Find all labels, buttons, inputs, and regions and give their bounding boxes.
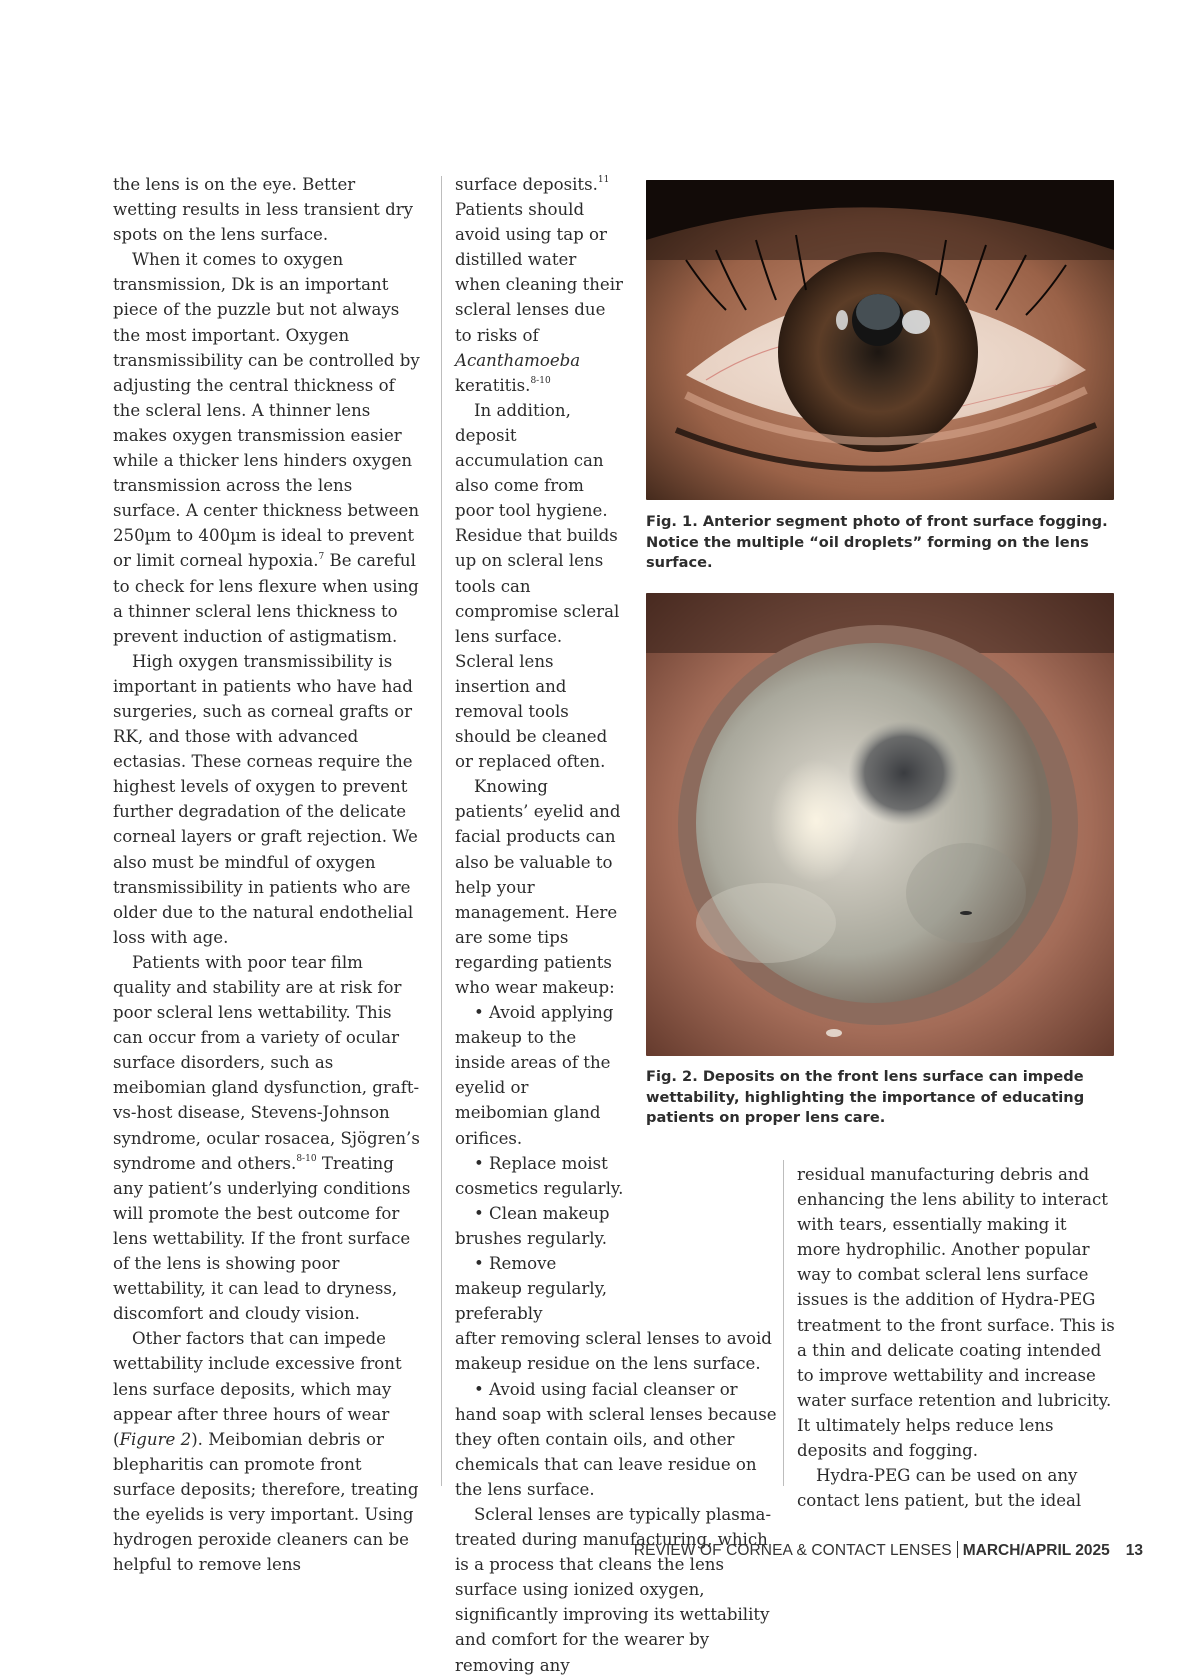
bullet-item: • Avoid using facial cleanser or hand soap with scleral lenses because they often contain oils, and other chemicals that can leave residue on the lens surface. xyxy=(455,1379,777,1499)
paragraph: Scleral lenses are typically plasma-treated during manufacturing, which is a process that cleans the lens surface using ionized oxygen, significantly improving its wettability and comfort for the wearer by removing any xyxy=(455,1504,772,1675)
page-footer xyxy=(634,1541,1143,1560)
bullet-item: • Replace moist cosmetics regularly. xyxy=(455,1153,624,1198)
paragraph: Hydra-PEG can be used on any contact lens patient, but the ideal xyxy=(797,1466,1082,1511)
figure-reference: Figure 2 xyxy=(119,1429,192,1449)
figure-2-photo xyxy=(646,593,1114,1056)
citation: 8-10 xyxy=(530,376,551,387)
paragraph: the lens is on the eye. Better wetting results in less transient dry spots on the lens surface. xyxy=(113,175,414,245)
eye-photo-2 xyxy=(646,593,1114,1056)
column-rule xyxy=(783,1160,784,1486)
bullet-item: • Clean makeup brushes regularly. xyxy=(455,1203,610,1248)
paragraph: after removing scleral lenses to avoid makeup residue on the lens surface. xyxy=(455,1329,772,1374)
citation: 8-10 xyxy=(296,1154,317,1165)
paragraph: Other factors that can impede wettability include excessive front lens surface deposits, which may appear after three hours of wear (Figure 2). Meibomian debris or blepharitis can promote front surface deposits; therefore, treating the eyelids is very important. Using hydrogen peroxide cleaners can be helpful to remove lens xyxy=(113,1329,419,1575)
paragraph: High oxygen transmissibility is important in patients who have had surgeries, such as corneal grafts or RK, and those with advanced ectasias. These corneas require the highest levels of oxygen to prevent further degradation of the delicate corneal layers or graft rejection. We also must be mindful of oxygen transmissibility in patients who are older due to the natural endothelial loss with age. xyxy=(113,651,418,947)
paragraph: surface deposits.$^{11}$ xyxy=(455,175,610,194)
figure-1-caption: Fig. 1. Anterior segment photo of front surface fogging. Notice the multiple “oil droplets” forming on the lens surface. xyxy=(646,513,1108,571)
paragraph: Patients should avoid using tap or distilled water when cleaning their scleral lenses due to risks of Acanthamoeba keratitis.$^{8-10}$ xyxy=(455,200,623,395)
citation: 11 xyxy=(597,175,610,186)
paragraph: Knowing patients’ eyelid and facial products can also be valuable to help your management. Here are some tips regarding patients who wear makeup: xyxy=(455,777,621,997)
body-column-3 xyxy=(797,1162,1115,1513)
figure-2-caption: Fig. 2. Deposits on the front lens surface can impede wettability, highlighting the importance of educating patients on proper lens care. xyxy=(646,1068,1085,1126)
issue-date: MARCH/APRIL 2025 xyxy=(962,1542,1110,1559)
paragraph: Patients with poor tear film quality and stability are at risk for poor scleral lens wettability. This can occur from a variety of ocular surface disorders, such as meibomian gland dysfunction, graft-vs-host disease, Stevens-Johnson syndrome, ocular rosacea, Sjögren’s syndrome and others.$^{8-10}$ Treating any patient’s underlying conditions will promote the best outcome for lens wettability. If the front surface of the lens is showing poor wettability, it can lead to dryness, discomfort and cloudy vision. xyxy=(113,952,420,1324)
citation: 7 xyxy=(318,551,325,562)
footer-divider xyxy=(957,1541,958,1558)
italic-term: Acanthamoeba xyxy=(455,350,581,370)
publication-name: REVIEW OF CORNEA & CONTACT LENSES xyxy=(633,1542,952,1559)
body-column-1 xyxy=(113,172,423,1577)
bullet-item: • Avoid applying makeup to the inside areas of the eyelid or meibomian gland orifices. xyxy=(455,1003,614,1148)
paragraph: In addition, deposit accumulation can also come from poor tool hygiene. Residue that builds up on scleral lens tools can compromise scleral lens surface. Scleral lens insertion and removal tools should be cleaned or replaced often. xyxy=(455,400,620,772)
column-rule xyxy=(441,176,442,1486)
bullet-item: • Remove makeup regularly, preferably xyxy=(455,1254,608,1324)
figure-1-photo xyxy=(646,180,1114,500)
eye-photo-1 xyxy=(646,180,1114,500)
narrow-text-block xyxy=(455,172,625,1326)
page-number: 13 xyxy=(1125,1542,1143,1559)
paragraph: residual manufacturing debris and enhancing the lens ability to interact with tears, essentially making it more hydrophilic. Another popular way to combat scleral lens surface issues is the addition of Hydra-PEG treatment to the front surface. This is a thin and delicate coating intended to improve wettability and increase water surface retention and lubricity. It ultimately helps reduce lens deposits and fogging. xyxy=(797,1165,1115,1461)
paragraph: When it comes to oxygen transmission, Dk is an important piece of the puzzle but not always the most important. Oxygen transmissibility can be controlled by adjusting the central thickness of the scleral lens. A thinner lens makes oxygen transmission easier while a thicker lens hinders oxygen transmission across the lens surface. A center thickness between 250µm to 400µm is ideal to prevent or limit corneal hypoxia.$^7$ Be careful to check for lens flexure when using a thinner scleral lens thickness to prevent induction of astigmatism. xyxy=(113,250,420,646)
